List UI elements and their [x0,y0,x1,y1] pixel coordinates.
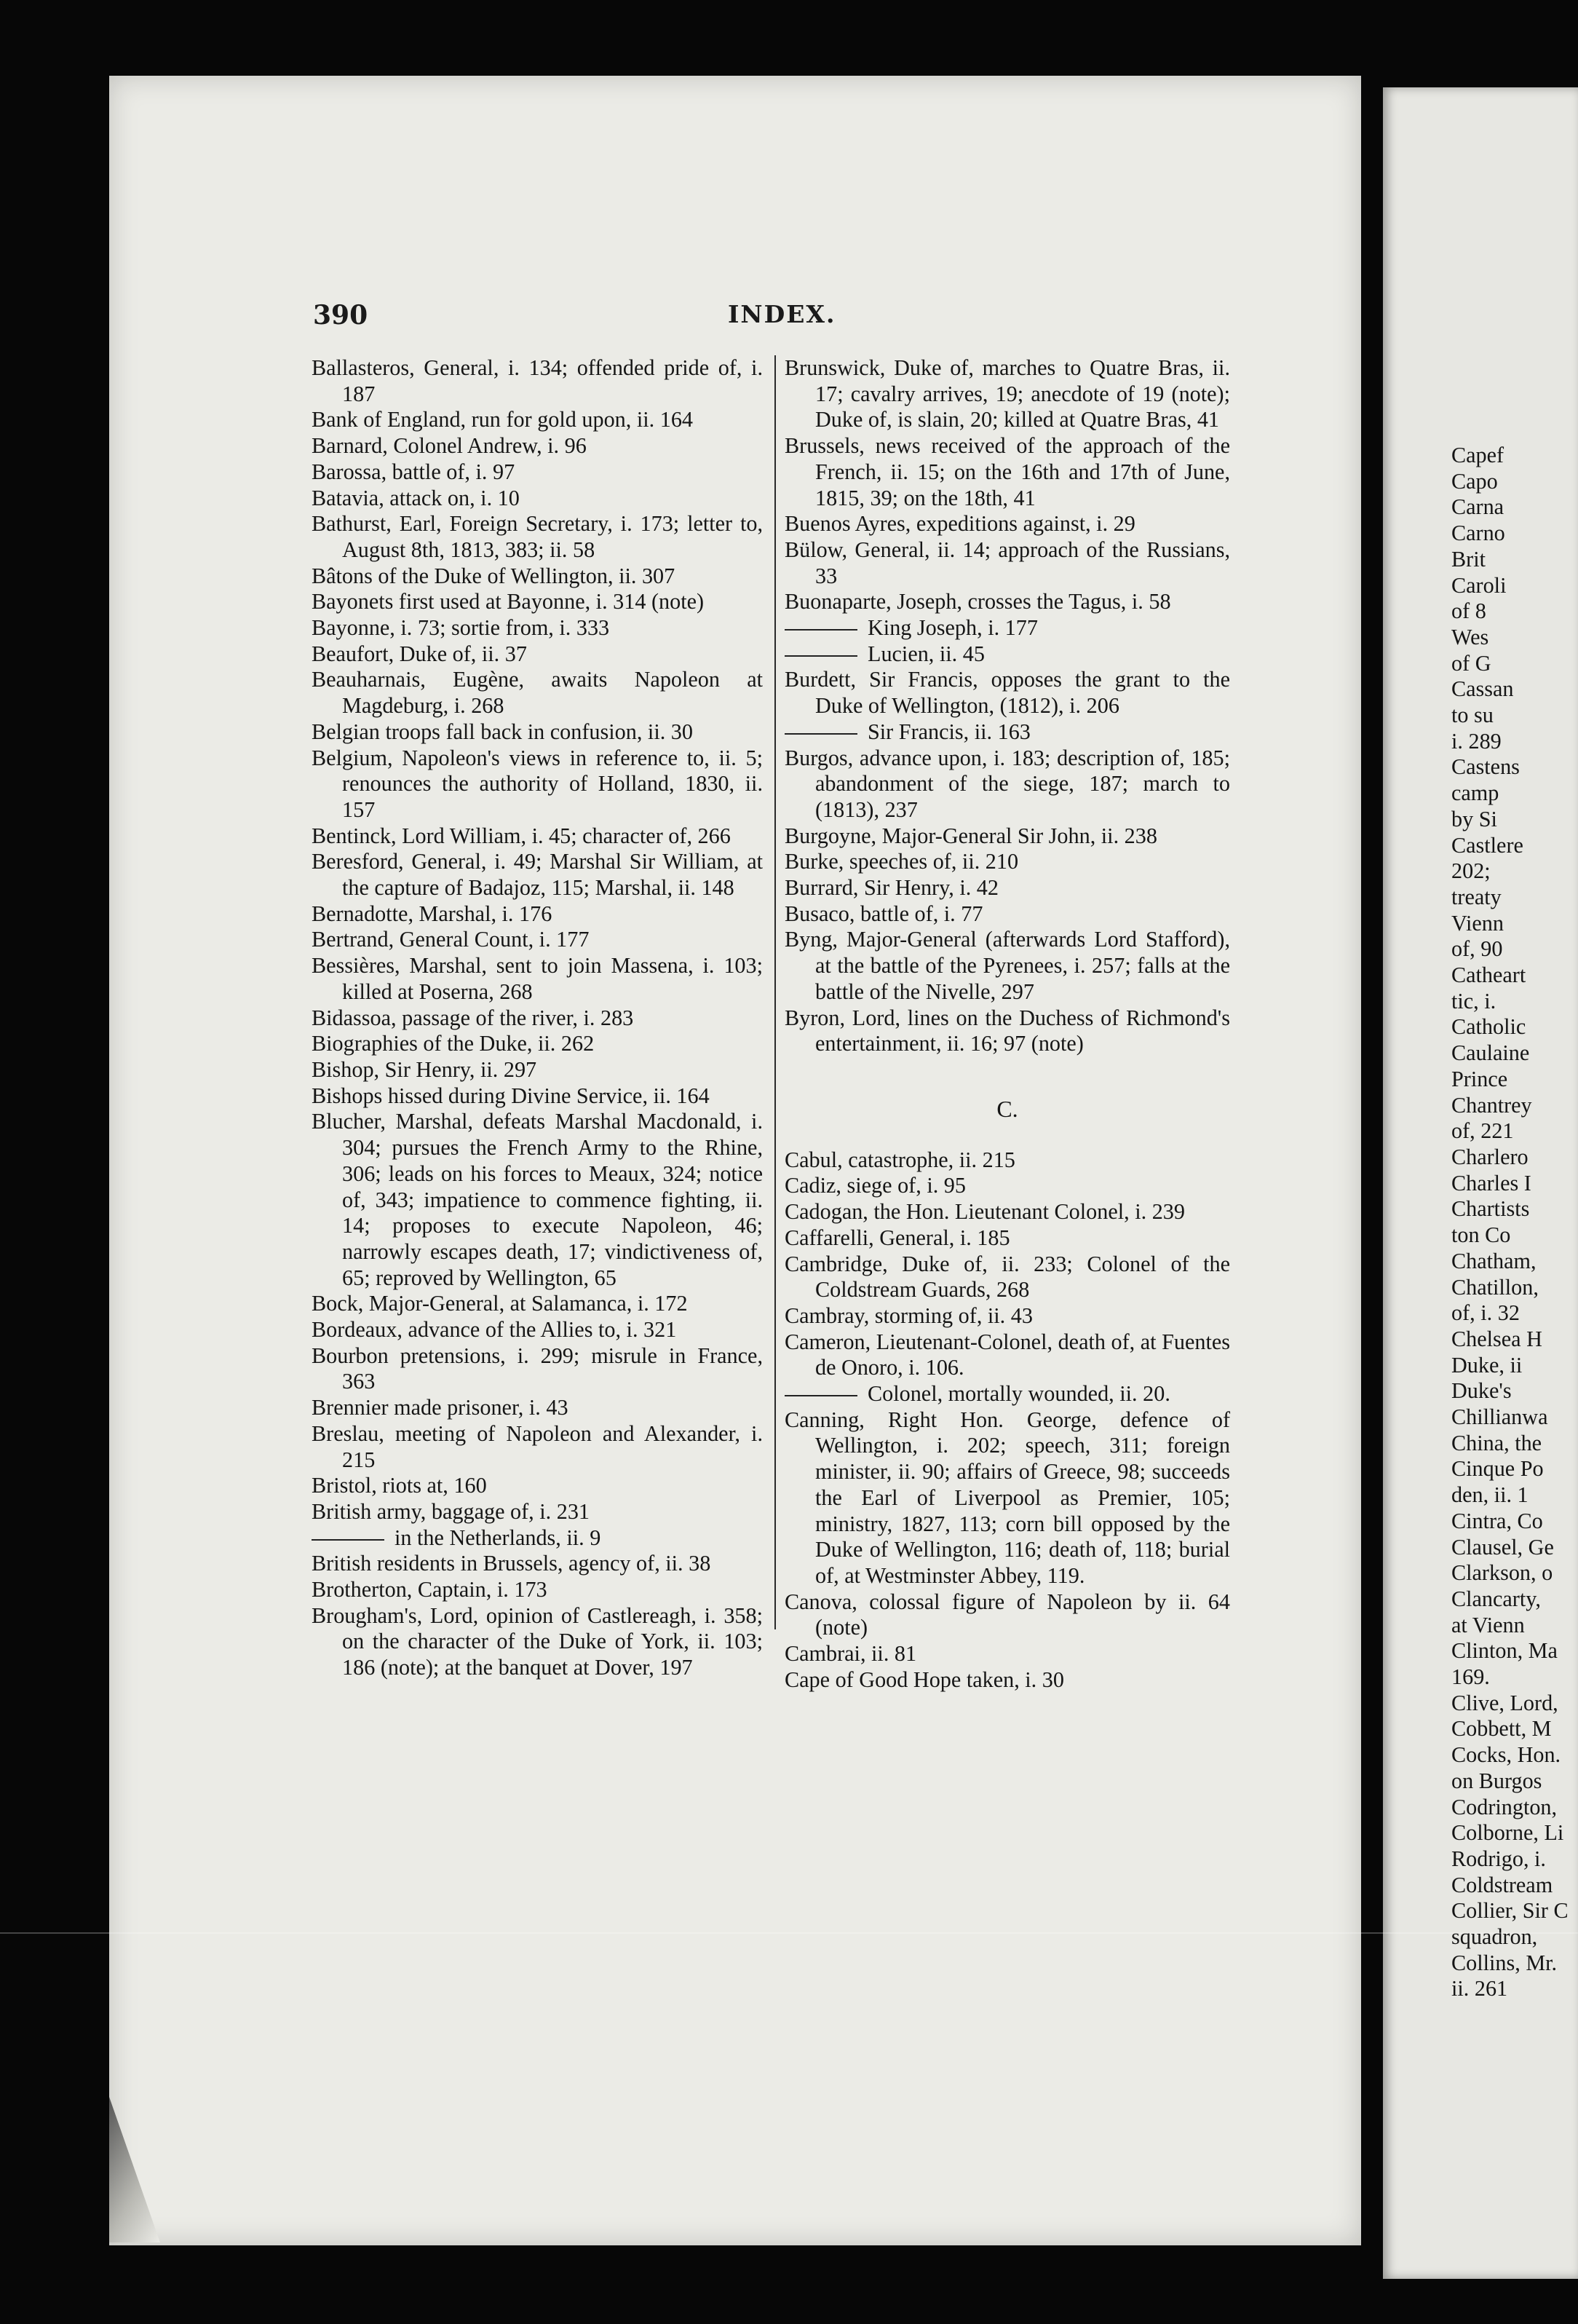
index-entry [312,1005,763,1032]
index-entry-text: Burrard, Sir Henry, i. 42 [785,875,999,901]
adjacent-page-fragment: Catheart [1451,963,1526,988]
index-entry [312,849,763,901]
index-entry [312,1421,763,1473]
adjacent-page-fragment: treaty [1451,884,1502,909]
index-entry-text: Bristol, riots at, 160 [312,1473,487,1498]
index-entry-text: Byng, Major-General (afterwards Lord Stafford), at the battle of the Pyrenees, i. 257; falls at the battle of the Nivelle, 297 [785,927,1230,1004]
index-entry [312,589,763,615]
scan-line-artifact [0,1932,1578,1934]
index-entry [312,1057,763,1083]
index-entry-text: Beaufort, Duke of, ii. 37 [312,641,527,666]
adjacent-page-fragment: Collins, Mr. [1451,1950,1558,1975]
index-entry [785,901,1230,928]
index-entry [312,615,763,641]
index-entry-text: Bock, Major-General, at Salamanca, i. 172 [312,1291,688,1316]
adjacent-page-fragment: Caulaine [1451,1040,1530,1066]
index-entry-text: Bertrand, General Count, i. 177 [312,927,590,952]
adjacent-page-fragment: of G [1451,650,1491,676]
index-entry [785,537,1230,589]
index-entry [312,1525,763,1552]
index-entry-text: Belgium, Napoleon's views in reference to, ii. 5; renounces the authority of Holland, 1830, ii. 157 [312,745,763,822]
index-entry [785,1199,1230,1225]
adjacent-page-fragment: Charlero [1451,1144,1529,1169]
index-entry [785,511,1230,537]
index-entry [312,641,763,668]
index-entry [312,823,763,850]
index-entry-text: Byron, Lord, lines on the Duchess of Richmond's entertainment, ii. 16; 97 (note) [785,1005,1230,1056]
page-number: 390 [313,300,368,331]
adjacent-page-fragment: Wes [1451,624,1489,649]
index-entry [785,849,1230,875]
index-entry-text: Bishop, Sir Henry, ii. 297 [312,1056,537,1082]
adjacent-page-column [1451,443,1578,2002]
adjacent-page-fragment: Chartists [1451,1196,1530,1222]
adjacent-page-fragment: Chillianwa [1451,1404,1548,1430]
index-entry [785,1407,1230,1589]
index-entry-text: Barnard, Colonel Andrew, i. 96 [312,433,587,459]
adjacent-page-fragment: Brit [1451,546,1486,572]
column-divider [774,355,776,1629]
index-entry [785,719,1230,746]
adjacent-page-fragment: Collier, Sir C [1451,1898,1569,1924]
adjacent-page-fragment: of 8 [1451,598,1486,624]
index-entry [785,1641,1230,1667]
adjacent-page-fragment: to su [1451,703,1494,728]
index-entry-text: Bülow, General, ii. 14; approach of the Russians, 33 [785,537,1230,588]
index-entry-text: Beauharnais, Eugène, awaits Napoleon at Magdeburg, i. 268 [312,667,763,719]
index-entry-text: Bâtons of the Duke of Wellington, ii. 307 [312,563,675,588]
ditto-dash [785,733,857,735]
index-entry [312,433,763,459]
index-entry-text: Bidassoa, passage of the river, i. 283 [312,1005,634,1030]
index-entry [785,1252,1230,1303]
page-header [313,300,1223,336]
index-entry [312,511,763,563]
index-entry-text: Canning, Right Hon. George, defence of Wellington, i. 202; speech, 311; foreign minister, ii. 90; affairs of Greece, 98; succeeds the Earl of Liverpool as Premier, 105; ministry, 1827, 113; corn bill opposed by the Duke of Wellington, 116; death of, 118; burial of, at Westminster Abbey, 119. [785,1407,1230,1588]
index-entry-text: Bathurst, Earl, Foreign Secretary, i. 173; letter to, August 8th, 1813, 383; ii. 58 [312,511,763,562]
adjacent-page-fragment: i. 289 [1451,728,1502,754]
index-entry [312,746,763,823]
index-entry [785,1147,1230,1174]
index-entry-text: in the Netherlands, ii. 9 [394,1525,601,1550]
adjacent-page-fragment: Capo [1451,468,1498,494]
index-entry [785,746,1230,823]
adjacent-page-fragment: camp [1451,780,1499,806]
index-entry-text: Belgian troops fall back in confusion, ii. 30 [312,719,693,744]
index-entry-text: Ballasteros, General, i. 134; offended pride of, i. 187 [312,355,763,406]
adjacent-page-fragment: Cobbett, M [1451,1716,1552,1742]
index-entry [785,927,1230,1005]
index-entry [785,1667,1230,1693]
adjacent-page-fragment: Duke's [1451,1378,1512,1404]
index-entry [312,1291,763,1317]
ditto-dash [785,629,857,631]
index-entry-text: Brussels, news received of the approach of the French, ii. 15; on the 16th and 17th of June, 1815, 39; on the 18th, 41 [785,433,1230,510]
index-entry [785,1005,1230,1057]
ditto-dash [785,1395,857,1396]
index-entry [785,1329,1230,1381]
index-entry-text: Burgos, advance upon, i. 183; description of, 185; abandonment of the siege, 187; march to (1813), 237 [785,745,1230,822]
index-entry [312,1343,763,1395]
adjacent-page-fragment: den, ii. 1 [1451,1482,1529,1508]
index-entry [312,1603,763,1681]
index-entry [785,1381,1230,1407]
adjacent-page-fragment: at Vienn [1451,1612,1525,1637]
adjacent-page-fragment: Chatillon, [1451,1274,1539,1300]
index-entry-text: Burgoyne, Major-General Sir John, ii. 238 [785,823,1157,848]
index-entry [312,486,763,512]
index-entry [312,1577,763,1603]
index-entry-text: Brunswick, Duke of, marches to Quatre Bras, ii. 17; cavalry arrives, 19; anecdote of 19 (note); Duke of, is slain, 20; killed at Quatre Bras, 41 [785,355,1230,432]
index-entry-text: Bordeaux, advance of the Allies to, i. 321 [312,1317,677,1343]
index-entry-text: Cambridge, Duke of, ii. 233; Colonel of the Coldstream Guards, 268 [785,1251,1230,1303]
index-entry [312,1083,763,1110]
index-entry-text: Cadogan, the Hon. Lieutenant Colonel, i. 239 [785,1199,1185,1225]
adjacent-page-fragment: Catholic [1451,1014,1526,1040]
adjacent-page-fragment: Cintra, Co [1451,1508,1543,1533]
index-entry-text: Brotherton, Captain, i. 173 [312,1577,547,1602]
adjacent-page-fragment: tic, i. [1451,988,1496,1013]
index-entry [785,1173,1230,1199]
index-column-middle [785,355,1230,1693]
adjacent-page-fragment: Clarkson, o [1451,1560,1553,1586]
index-entry [312,901,763,928]
adjacent-page-fragment: of, 90 [1451,936,1503,962]
index-entry [785,355,1230,433]
adjacent-page-fragment: Carno [1451,521,1505,546]
adjacent-page-fragment: Rodrigo, i. [1451,1846,1546,1871]
running-head: INDEX. [728,300,836,328]
index-entry [312,1551,763,1577]
adjacent-page-fragment: ii. 261 [1451,1976,1508,2001]
index-entry-text: Cambrai, ii. 81 [785,1641,917,1667]
index-entry-text: Lucien, ii. 45 [868,641,985,666]
index-entry-text: Bourbon pretensions, i. 299; misrule in France, 363 [312,1343,763,1394]
index-entry [312,1317,763,1343]
index-entry-text: Burke, speeches of, ii. 210 [785,849,1019,874]
index-entry-text: Buenos Ayres, expeditions against, i. 29 [785,511,1135,537]
adjacent-page-fragment: Clive, Lord, [1451,1690,1558,1715]
index-entry [312,1473,763,1499]
index-entry [312,719,763,746]
index-entry [785,589,1230,615]
index-column-left [312,355,763,1681]
index-c-entries [785,1147,1230,1693]
adjacent-page-fragment: Clinton, Ma [1451,1638,1558,1664]
index-entry-text: Bishops hissed during Divine Service, ii. 164 [312,1083,710,1108]
index-entry-text: Colonel, mortally wounded, ii. 20. [868,1381,1170,1407]
index-entry-text: Bayonne, i. 73; sortie from, i. 333 [312,615,610,641]
index-entry-text: Cameron, Lieutenant-Colonel, death of, at Fuentes de Onoro, i. 106. [785,1329,1230,1380]
index-entry-text: Bayonets first used at Bayonne, i. 314 (note) [312,589,705,614]
index-entry [312,1499,763,1525]
adjacent-page-fragment: Charles I [1451,1170,1531,1195]
index-entry-text: Cambray, storming of, ii. 43 [785,1303,1033,1328]
adjacent-page-fragment: of, i. 32 [1451,1300,1520,1326]
index-entry [785,1589,1230,1641]
section-letter-c: C. [996,1095,1018,1122]
adjacent-page-fragment: Clausel, Ge [1451,1534,1554,1560]
ditto-dash [312,1539,384,1541]
adjacent-page-fragment: Cinque Po [1451,1456,1544,1482]
adjacent-page-fragment: Castlere [1451,832,1523,858]
index-entry-text: Beresford, General, i. 49; Marshal Sir William, at the capture of Badajoz, 115; Marshal, ii. 148 [312,849,763,901]
index-entry [312,667,763,719]
index-entry [785,641,1230,668]
index-entry [785,615,1230,641]
index-entry [312,1395,763,1421]
index-entry [785,433,1230,511]
ditto-dash [785,655,857,657]
index-entry-text: King Joseph, i. 177 [868,615,1038,641]
adjacent-page-fragment: Carna [1451,494,1504,520]
adjacent-page-fragment: Codrington, [1451,1794,1558,1819]
index-entry [312,564,763,590]
adjacent-page-fragment: Clancarty, [1451,1586,1541,1611]
index-entry-text: Blucher, Marshal, defeats Marshal Macdonald, i. 304; pursues the French Army to the Rhine, 306; leads on his forces to Meaux, 324; notice of, 343; impatience to commence fighting, ii. 14; proposes to execute Napoleon, 46; narrowly escapes death, 17; vindictiveness of, 65; reproved by Wellington, 65 [312,1109,763,1290]
index-entry-text: Sir Francis, ii. 163 [868,719,1031,744]
adjacent-page-fragment: Cassan [1451,676,1514,702]
adjacent-page-fragment: Castens [1451,754,1520,780]
index-entry-text: Burdett, Sir Francis, opposes the grant to the Duke of Wellington, (1812), i. 206 [785,667,1230,719]
index-entry-text: British residents in Brussels, agency of, ii. 38 [312,1551,711,1576]
adjacent-page-fragment: Caroli [1451,572,1507,598]
index-entry-text: Busaco, battle of, i. 77 [785,901,983,926]
adjacent-page-fragment: of, 221 [1451,1118,1514,1144]
adjacent-page-fragment: ton Co [1451,1222,1511,1248]
adjacent-page-fragment: 169. [1451,1664,1490,1690]
index-entry-text: Brougham's, Lord, opinion of Castlereagh, i. 358; on the character of the Duke of York, ii. 103; 186 (note); at the banquet at Dover, 197 [312,1602,763,1680]
index-entry [312,927,763,953]
index-entry-text: Barossa, battle of, i. 97 [312,459,515,484]
index-entry [312,407,763,433]
adjacent-page-fragment: squadron, [1451,1924,1538,1950]
index-entry-text: Brennier made prisoner, i. 43 [312,1395,568,1420]
index-entry [312,953,763,1005]
index-entry-text: Biographies of the Duke, ii. 262 [312,1031,595,1056]
index-entry-text: Cadiz, siege of, i. 95 [785,1173,966,1198]
adjacent-page-fragment: Chelsea H [1451,1326,1542,1351]
index-entry [785,875,1230,901]
adjacent-page-fragment: Colborne, Li [1451,1820,1564,1846]
index-entry-text: Bank of England, run for gold upon, ii. 164 [312,407,694,432]
adjacent-page-fragment: Cocks, Hon. [1451,1742,1561,1768]
index-entry [785,823,1230,850]
index-entry [785,1303,1230,1329]
index-entry [785,667,1230,719]
index-entry [312,1109,763,1291]
adjacent-page-fragment: Prince [1451,1066,1508,1091]
index-b-entries [785,355,1230,1057]
index-entry-text: Batavia, attack on, i. 10 [312,485,520,510]
adjacent-page-fragment: Duke, ii [1451,1352,1523,1378]
adjacent-page-edge [1383,87,1578,2279]
index-entry-text: Bernadotte, Marshal, i. 176 [312,901,552,926]
adjacent-page-fragment: 202; [1451,858,1491,884]
adjacent-page-fragment: Chatham, [1451,1248,1537,1273]
adjacent-page-fragment: Vienn [1451,910,1504,936]
adjacent-page-fragment: by Si [1451,806,1497,831]
index-entry [312,1031,763,1057]
adjacent-page-fragment: on Burgos [1451,1768,1542,1793]
index-entry-text: Canova, colossal figure of Napoleon by ii. 64 (note) [785,1589,1230,1640]
index-entry [312,459,763,486]
index-entry-text: Cape of Good Hope taken, i. 30 [785,1667,1064,1692]
index-entry [785,1225,1230,1252]
index-entry-text: Cabul, catastrophe, ii. 215 [785,1147,1015,1172]
index-entry-text: Bessières, Marshal, sent to join Massena, i. 103; killed at Poserna, 268 [312,953,763,1004]
index-entry [312,355,763,407]
index-entry-text: Buonaparte, Joseph, crosses the Tagus, i. 58 [785,589,1171,614]
index-entry-text: Breslau, meeting of Napoleon and Alexander, i. 215 [312,1420,763,1472]
adjacent-page-fragment: Coldstream [1451,1872,1553,1897]
adjacent-page-fragment: Chantrey [1451,1092,1532,1118]
adjacent-page-fragment: Capef [1451,443,1504,467]
index-entry-text: Bentinck, Lord William, i. 45; character of, 266 [312,823,731,848]
index-entry-text: Caffarelli, General, i. 185 [785,1225,1010,1250]
adjacent-page-fragment: China, the [1451,1430,1542,1455]
index-entry-text: British army, baggage of, i. 231 [312,1498,590,1524]
